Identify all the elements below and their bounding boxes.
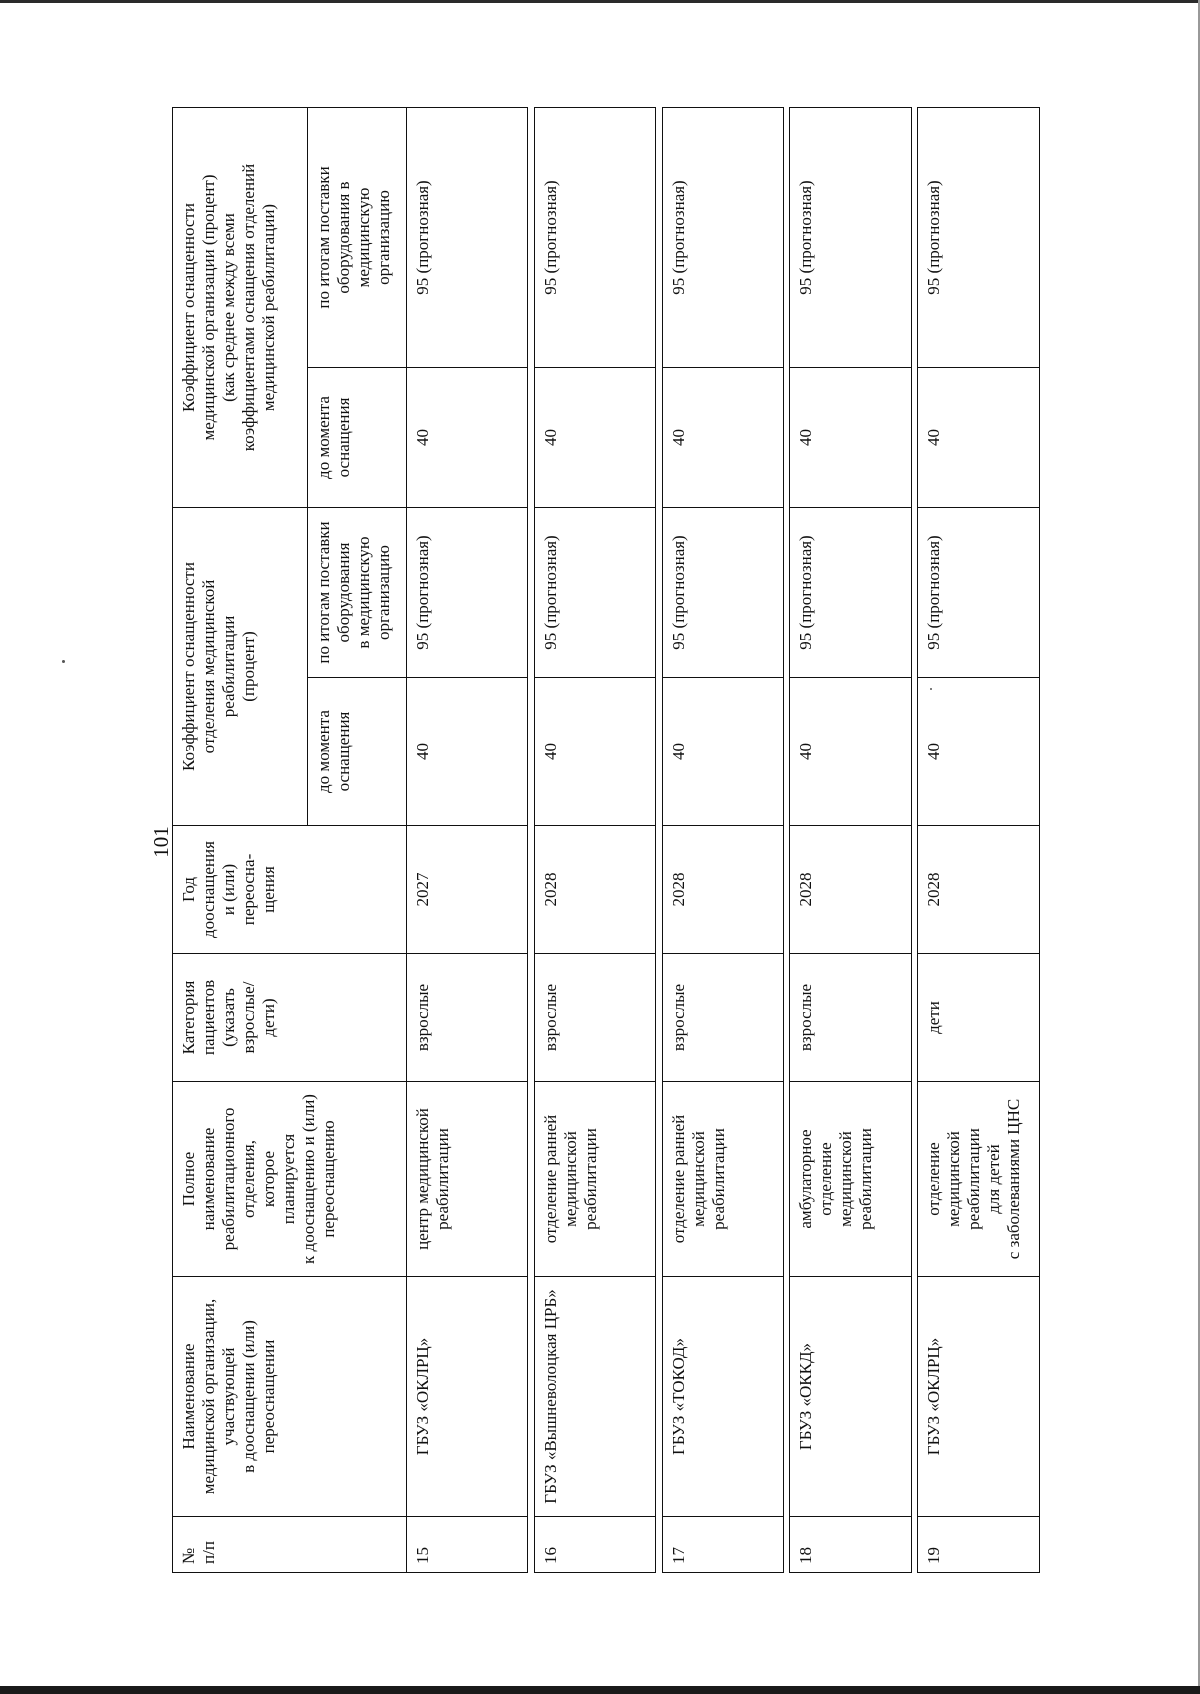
cell-num: 17 (662, 1517, 784, 1573)
header-row-1 (173, 107, 308, 1572)
header-org-after: по итогам поставки оборудования в медицинскую организацию (308, 107, 406, 367)
cell-dept: отделение медицинской реабилитации для детей с заболеваниями ЦНС (918, 1082, 1040, 1277)
cell-num: 16 (534, 1517, 656, 1573)
header-category: Категория пациентов (указать взрослые/ дети) (173, 954, 407, 1082)
table-row (534, 107, 656, 1572)
cell-year: 2027 (406, 826, 528, 954)
cell-dept: центр медицинской реабилитации (406, 1082, 528, 1277)
header-dept-after: по итогам поставки оборудования в медицинскую организацию (308, 507, 406, 677)
cell-org-before: 40 (662, 367, 784, 507)
cell-year: 2028 (918, 826, 1040, 954)
scan-speck (62, 660, 65, 663)
cell-dept-before: 40 (534, 678, 656, 826)
cell-dept-after: 95 (прогнозная) (918, 507, 1040, 677)
table-row (406, 107, 528, 1572)
cell-dept-before: 40 (790, 678, 912, 826)
equipment-table (172, 107, 1040, 1573)
cell-org: ГБУЗ «ТОКОД» (662, 1277, 784, 1517)
header-num: № п/п (173, 1517, 407, 1573)
scan-edge-top (0, 0, 1200, 3)
cell-org: ГБУЗ «Вышневолоцкая ЦРБ» (534, 1277, 656, 1517)
table-row (662, 107, 784, 1572)
cell-num: 18 (790, 1517, 912, 1573)
cell-org-before: 40 (790, 367, 912, 507)
cell-org-after: 95 (прогнозная) (918, 107, 1040, 367)
cell-category: взрослые (662, 954, 784, 1082)
scan-edge-bottom (0, 1686, 1200, 1694)
header-org-before: до момента оснащения (308, 367, 406, 507)
cell-org-before: 40 (534, 367, 656, 507)
header-dept-before: до момента оснащения (308, 678, 406, 826)
cell-org-before: 40 (406, 367, 528, 507)
header-coef-dept: Коэффициент оснащенности отделения медицинской реабилитации (процент) (173, 507, 308, 825)
header-coef-org: Коэффициент оснащенности медицинской организации (процент) (как среднее между всеми коэффициентами оснащения отделений медицинской реабилитации) (173, 107, 308, 507)
cell-category: взрослые (534, 954, 656, 1082)
cell-org-after: 95 (прогнозная) (662, 107, 784, 367)
cell-dept: отделение ранней медицинской реабилитации (534, 1082, 656, 1277)
page-number: 101 (149, 826, 173, 858)
cell-dept-after: 95 (прогнозная) (534, 507, 656, 677)
cell-dept-before: 40 (918, 678, 1040, 826)
cell-dept: отделение ранней медицинской реабилитации (662, 1082, 784, 1277)
cell-dept-after: 95 (прогнозная) (662, 507, 784, 677)
header-dept: Полное наименование реабилитационного отделения, которое планируется к дооснащению и (или) переоснащению (173, 1082, 407, 1277)
cell-org-after: 95 (прогнозная) (406, 107, 528, 367)
cell-org: ГБУЗ «ОКЛРЦ» (918, 1277, 1040, 1517)
cell-dept-after: 95 (прогнозная) (790, 507, 912, 677)
table-row (790, 107, 912, 1572)
cell-num: 19 (918, 1517, 1040, 1573)
cell-category: взрослые (790, 954, 912, 1082)
cell-category: дети (918, 954, 1040, 1082)
cell-year: 2028 (790, 826, 912, 954)
cell-dept-before: 40 (662, 678, 784, 826)
cell-org-after: 95 (прогнозная) (790, 107, 912, 367)
cell-org-after: 95 (прогнозная) (534, 107, 656, 367)
cell-year: 2028 (534, 826, 656, 954)
cell-num: 15 (406, 1517, 528, 1573)
header-year: Год дооснащения и (или) переосна- щения (173, 826, 407, 954)
header-org: Наименование медицинской организации, участвующей в дооснащении (или) переоснащении (173, 1277, 407, 1517)
cell-category: взрослые (406, 954, 528, 1082)
cell-org: ГБУЗ «ОКЛРЦ» (406, 1277, 528, 1517)
cell-year: 2028 (662, 826, 784, 954)
table-row (918, 107, 1040, 1572)
cell-dept-before: 40 (406, 678, 528, 826)
cell-org-before: 40 (918, 367, 1040, 507)
rotated-table-container (172, 108, 1040, 1573)
cell-dept: амбулаторное отделение медицинской реабилитации (790, 1082, 912, 1277)
cell-org: ГБУЗ «ОККД» (790, 1277, 912, 1517)
cell-dept-after: 95 (прогнозная) (406, 507, 528, 677)
